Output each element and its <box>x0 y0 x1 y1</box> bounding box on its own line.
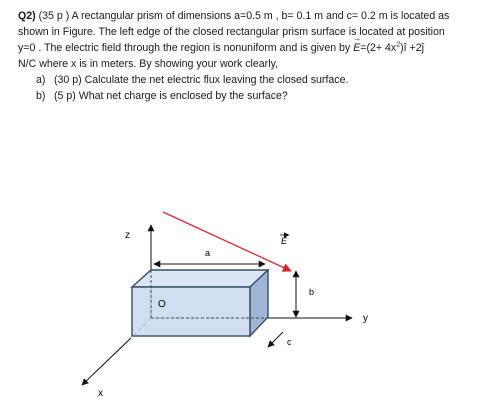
x-axis-label: x <box>98 388 103 399</box>
sub-question-marker: b) <box>36 90 46 102</box>
question-number: Q2) <box>18 10 36 22</box>
electric-field-label: E <box>281 236 288 246</box>
dimension-b-label: b <box>309 287 315 297</box>
electric-field-arrow <box>163 212 291 271</box>
prism-top-face <box>132 270 268 287</box>
z-axis-label: z <box>125 230 130 241</box>
sub-question-text: (30 p) Calculate the net electric flux leaving the closed surface. <box>54 74 349 86</box>
sub-question-marker: a) <box>36 74 46 86</box>
question-text-line-3: y=0 . The electric field through the region is nonuniform and is given by <box>18 42 351 54</box>
question-line-4: N/C where x is in meters. By showing your work clearly, <box>18 58 279 70</box>
question-line-2: shown in Figure. The left edge of the closed rectangular prism surface is located at position <box>18 26 445 38</box>
electric-field-symbol: → E <box>353 40 360 56</box>
prism-front-face <box>132 287 250 336</box>
dimension-c-arrow <box>268 332 283 347</box>
origin-label: O <box>158 299 166 310</box>
sub-question-text: (5 p) What net charge is enclosed by the surface? <box>54 90 288 102</box>
dimension-c-label: c <box>287 337 292 347</box>
y-axis-label: y <box>363 313 368 324</box>
field-expression-b: )î +2ĵ <box>400 42 424 54</box>
field-expression-a: =(2+ 4x <box>360 42 397 54</box>
question-text-line-1: A rectangular prism of dimensions a=0.5 m , b= 0.1 m and c= 0.2 m is located as <box>71 10 450 22</box>
field-exponent: 2 <box>396 41 401 49</box>
x-axis <box>82 338 131 385</box>
question-points: (35 p ) <box>38 10 70 22</box>
dimension-a-label: a <box>205 248 211 258</box>
